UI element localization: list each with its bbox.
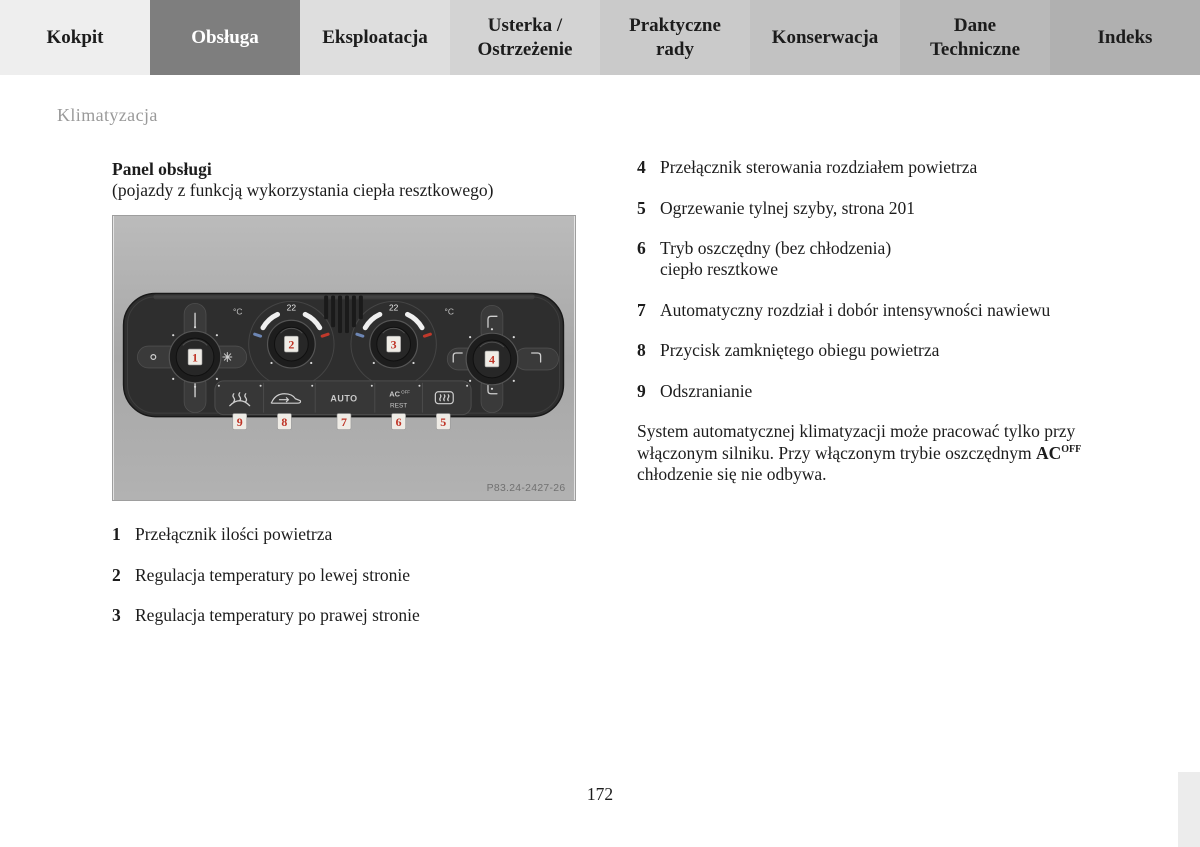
item-text: Przycisk zamkniętego obiegu powietrza bbox=[660, 340, 940, 360]
cold-mark bbox=[357, 334, 363, 336]
legend-item-3 bbox=[112, 605, 590, 626]
right-column bbox=[637, 157, 1109, 503]
button-row bbox=[215, 381, 471, 415]
tab-obsluga[interactable] bbox=[150, 0, 300, 75]
legend-item-7 bbox=[637, 300, 1109, 321]
item-text: Automatyczny rozdział i dobór intensywności nawiewu bbox=[660, 299, 1051, 320]
item-text bbox=[660, 238, 1109, 280]
ac-off-superscript: OFF bbox=[1061, 443, 1082, 455]
callout-2: 2 bbox=[288, 337, 295, 352]
warm-mark bbox=[424, 334, 430, 336]
item-number: 9 bbox=[637, 380, 646, 401]
figure-caption: P83.24-2427-26 bbox=[486, 483, 566, 495]
item-number: 8 bbox=[637, 340, 646, 360]
callout-5: 5 bbox=[440, 415, 447, 430]
tab-label: Kokpit bbox=[46, 26, 104, 48]
callout-9: 9 bbox=[236, 415, 243, 430]
item-text: Regulacja temperatury po lewej stronie bbox=[135, 564, 411, 585]
tab-label: Indeks bbox=[1097, 26, 1153, 48]
tab-konserwacja[interactable] bbox=[750, 0, 900, 75]
legend-left bbox=[112, 524, 590, 626]
tab-usterka-ostrzezenie[interactable] bbox=[450, 0, 600, 75]
legend-item-9 bbox=[637, 381, 1109, 402]
item-number: 3 bbox=[112, 605, 121, 625]
tab-label: Eksploatacja bbox=[322, 26, 428, 48]
tab-dane-techniczne[interactable] bbox=[900, 0, 1050, 75]
callout-8: 8 bbox=[281, 415, 288, 430]
item-text: Odszranianie bbox=[660, 380, 753, 401]
item-number: 4 bbox=[637, 157, 646, 177]
ac-label: AC bbox=[389, 389, 401, 399]
page-corner-strip bbox=[1178, 772, 1200, 847]
tab-eksploatacja[interactable] bbox=[300, 0, 450, 75]
callout-6: 6 bbox=[395, 415, 402, 430]
tab-praktyczne-rady[interactable] bbox=[600, 0, 750, 75]
item-text: Przełącznik ilości powietrza bbox=[135, 524, 333, 544]
item-text: Regulacja temperatury po prawej stronie bbox=[135, 605, 420, 625]
tab-label: Obsługa bbox=[191, 26, 259, 48]
figure-subheading: (pojazdy z funkcją wykorzystania ciepła resztkowego) bbox=[112, 180, 494, 200]
paragraph-text: System automatycznej klimatyzacji może pracować tylko przy włączonym silniku. Przy włączonym trybie oszczędnym bbox=[637, 421, 1076, 463]
item-number: 5 bbox=[637, 197, 646, 218]
tab-label: Praktyczne rady bbox=[629, 15, 721, 60]
legend-item-8 bbox=[637, 340, 1109, 361]
ac-off-label: OFF bbox=[401, 389, 411, 395]
legend-item-4 bbox=[637, 157, 1109, 178]
callout-4: 4 bbox=[488, 352, 495, 367]
item-number: 7 bbox=[637, 299, 646, 320]
tab-label: Konserwacja bbox=[771, 26, 879, 48]
tab-indeks[interactable] bbox=[1050, 0, 1200, 75]
ac-abbrev: AC bbox=[1036, 442, 1062, 463]
callout-7: 7 bbox=[341, 415, 347, 430]
callout-3: 3 bbox=[390, 337, 397, 352]
callout-1: 1 bbox=[192, 350, 199, 365]
section-title: Klimatyzacja bbox=[57, 105, 158, 125]
item-text: Przełącznik sterowania rozdziałem powietrza bbox=[660, 157, 978, 177]
item-text-line2: ciepło resztkowe bbox=[660, 259, 779, 279]
climate-panel-photo bbox=[112, 215, 576, 501]
left-column bbox=[112, 159, 590, 646]
tab-label: Dane Techniczne bbox=[929, 15, 1021, 60]
tab-label: Usterka / Ostrzeżenie bbox=[477, 15, 573, 60]
temp-scale-label: 22 bbox=[388, 302, 399, 313]
celsius-label-right: °C bbox=[444, 306, 454, 317]
warm-mark bbox=[322, 334, 328, 336]
tab-kokpit[interactable] bbox=[0, 0, 150, 75]
paragraph-text: chłodzenie się nie odbywa. bbox=[637, 464, 827, 484]
legend-item-1 bbox=[112, 524, 590, 545]
page-number: 172 bbox=[586, 784, 614, 804]
item-number: 6 bbox=[637, 238, 646, 258]
item-text: Ogrzewanie tylnej szyby, strona 201 bbox=[660, 197, 915, 218]
celsius-label-left: °C bbox=[233, 306, 243, 317]
legend-item-2 bbox=[112, 565, 590, 586]
item-text-line1: Tryb oszczędny (bez chłodzenia) bbox=[660, 238, 892, 258]
temp-scale-label: 22 bbox=[286, 302, 297, 313]
legend-item-5 bbox=[637, 198, 1109, 219]
item-number: 2 bbox=[112, 564, 121, 585]
legend-item-6 bbox=[637, 238, 1109, 280]
auto-button-label: AUTO bbox=[330, 393, 358, 404]
cold-mark bbox=[255, 334, 261, 336]
figure-heading: Panel obsługi bbox=[112, 159, 212, 179]
snowflake-icon bbox=[223, 353, 232, 362]
note-paragraph bbox=[637, 421, 1109, 486]
rest-label: REST bbox=[390, 402, 408, 410]
item-number: 1 bbox=[112, 524, 121, 544]
chapter-tab-bar bbox=[0, 0, 1200, 75]
